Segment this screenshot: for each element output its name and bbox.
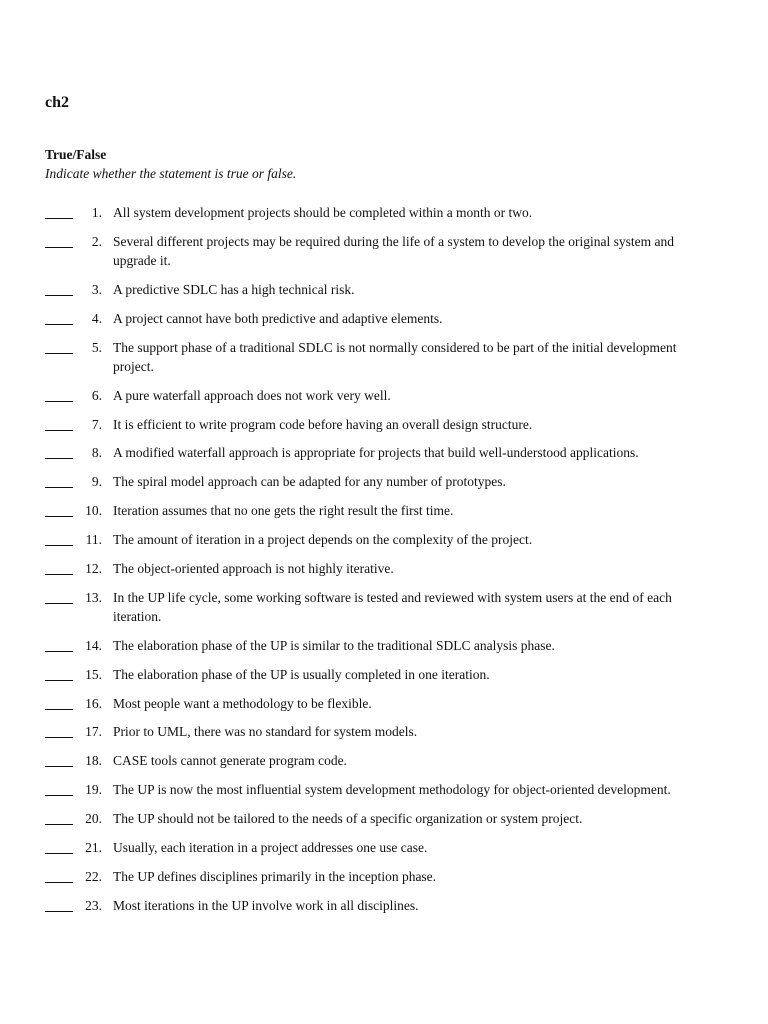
answer-blank[interactable]	[45, 280, 73, 299]
section-heading: True/False	[45, 147, 107, 162]
question-text: Iteration assumes that no one gets the right result the first time.	[113, 503, 454, 518]
question-number: 12.	[85, 561, 102, 576]
answer-blank[interactable]	[45, 203, 73, 222]
question-number: 8.	[91, 445, 102, 460]
answer-blank[interactable]	[45, 309, 73, 328]
question-number: 16.	[85, 696, 102, 711]
question-text: Usually, each iteration in a project addresses one use case.	[113, 840, 428, 855]
question-text: The elaboration phase of the UP is similar to the traditional SDLC analysis phase.	[113, 638, 555, 653]
answer-blank[interactable]	[45, 636, 73, 655]
question-text: The amount of iteration in a project depends on the complexity of the project.	[113, 532, 533, 547]
question-text: A project cannot have both predictive and adaptive elements.	[113, 311, 443, 326]
question-number: 17.	[85, 724, 102, 739]
answer-blank[interactable]	[45, 443, 73, 462]
section-instructions: Indicate whether the statement is true or false.	[45, 166, 297, 181]
answer-blank[interactable]	[45, 751, 73, 770]
question-text: The UP should not be tailored to the needs of a specific organization or system project.	[113, 811, 583, 826]
question-text: The elaboration phase of the UP is usually completed in one iteration.	[113, 667, 490, 682]
question-number: 18.	[85, 753, 102, 768]
answer-blank[interactable]	[45, 559, 73, 578]
answer-blank[interactable]	[45, 722, 73, 741]
question-number: 7.	[91, 417, 102, 432]
question-text: Several different projects may be required during the life of a system to develop the original system and upgrade it.	[113, 234, 674, 268]
question-text: Prior to UML, there was no standard for system models.	[113, 724, 418, 739]
question-number: 14.	[85, 638, 102, 653]
question-text: Most people want a methodology to be flexible.	[113, 696, 372, 711]
question-text: The spiral model approach can be adapted for any number of prototypes.	[113, 474, 506, 489]
question-text: All system development projects should be completed within a month or two.	[113, 205, 533, 220]
question-number: 13.	[85, 590, 102, 605]
answer-blank[interactable]	[45, 338, 73, 357]
answer-blank[interactable]	[45, 694, 73, 713]
answer-blank[interactable]	[45, 501, 73, 520]
question-number: 9.	[91, 474, 102, 489]
answer-blank[interactable]	[45, 896, 73, 915]
answer-blank[interactable]	[45, 232, 73, 251]
answer-blank[interactable]	[45, 530, 73, 549]
answer-blank[interactable]	[45, 386, 73, 405]
answer-blank[interactable]	[45, 867, 73, 886]
question-number: 3.	[91, 282, 102, 297]
question-number: 20.	[85, 811, 102, 826]
answer-blank[interactable]	[45, 472, 73, 491]
question-number: 11.	[85, 532, 102, 547]
question-number: 21.	[85, 840, 102, 855]
question-number: 2.	[91, 234, 102, 249]
question-text: CASE tools cannot generate program code.	[113, 753, 347, 768]
question-text: The UP is now the most influential system development methodology for object-oriented development.	[113, 782, 671, 797]
question-number: 4.	[91, 311, 102, 326]
question-number: 6.	[91, 388, 102, 403]
answer-blank[interactable]	[45, 415, 73, 434]
question-number: 23.	[85, 898, 102, 913]
question-number: 15.	[85, 667, 102, 682]
question-number: 19.	[85, 782, 102, 797]
answer-blank[interactable]	[45, 809, 73, 828]
question-number: 22.	[85, 869, 102, 884]
question-text: A predictive SDLC has a high technical risk.	[113, 282, 355, 297]
question-text: A pure waterfall approach does not work very well.	[113, 388, 391, 403]
answer-blank[interactable]	[45, 588, 73, 607]
answer-blank[interactable]	[45, 665, 73, 684]
question-text: A modified waterfall approach is appropriate for projects that build well-understood applications.	[113, 445, 639, 460]
answer-blank[interactable]	[45, 838, 73, 857]
answer-blank[interactable]	[45, 780, 73, 799]
question-text: Most iterations in the UP involve work in all disciplines.	[113, 898, 419, 913]
question-text: It is efficient to write program code before having an overall design structure.	[113, 417, 533, 432]
question-number: 10.	[85, 503, 102, 518]
question-number: 5.	[91, 340, 102, 355]
question-text: The support phase of a traditional SDLC is not normally considered to be part of the initial development project.	[113, 340, 677, 374]
question-text: In the UP life cycle, some working software is tested and reviewed with system users at the end of each iteration.	[113, 590, 672, 624]
question-text: The object-oriented approach is not highly iterative.	[113, 561, 394, 576]
question-text: The UP defines disciplines primarily in the inception phase.	[113, 869, 437, 884]
document-title: ch2	[45, 94, 69, 111]
question-number: 1.	[91, 205, 102, 220]
